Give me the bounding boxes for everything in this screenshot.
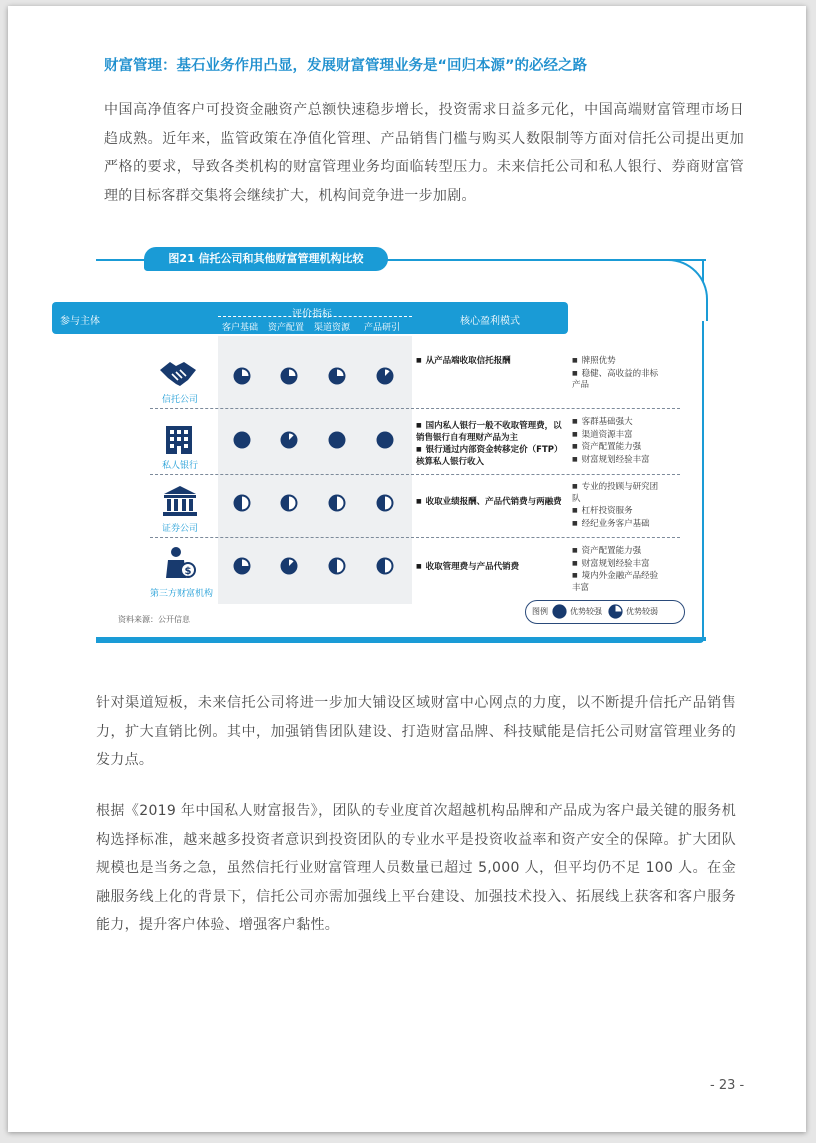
- rating-pie: [233, 557, 251, 575]
- legend-weak: 优势较弱: [626, 607, 658, 616]
- model-private-bank: [416, 420, 568, 468]
- header-metrics: 评价指标: [292, 309, 332, 320]
- row-divider-3: [150, 537, 680, 538]
- advantages-private-bank: [572, 416, 666, 466]
- rating-pie: [328, 557, 346, 575]
- header-sub-1: 客户基础: [222, 323, 259, 333]
- row-divider-1: [150, 408, 680, 409]
- model-securities: [416, 496, 568, 508]
- advantages-trust: [572, 355, 666, 392]
- securities-building-icon: [160, 484, 200, 518]
- header-advantage: 核心竞争壁垒: [580, 316, 640, 327]
- row-label-trust: 信托公司: [162, 395, 199, 405]
- header-sub-4: 产品研引: [364, 323, 401, 333]
- header-model: 核心盈利模式: [460, 316, 520, 327]
- figure-legend: [525, 600, 685, 624]
- paragraph-intro: 中国高净值客户可投资金融资产总额快速稳步增长，投资需求日益多元化，中国高端财富管理市场日趋成熟。近年来，监管政策在净值化管理、产品销售门槛与购买人数限制等方面对信托公司提出更加严格的要求，导致各类机构的财富管理业务均面临转型压力。未来信托公司和私人银行、券商财富管理的目标客群交集将会继续扩大，机构间竞争进一步加剧。: [104, 102, 744, 204]
- row-label-securities: 证券公司: [162, 524, 199, 534]
- advantage-item: ■ 渠道资源丰富: [572, 429, 666, 442]
- rating-pie: [376, 367, 394, 385]
- advantage-item: ■ 稳健、高收益的非标产品: [572, 368, 666, 392]
- model-item: ■ 国内私人银行一般不收取管理费，以销售银行自有理财产品为主: [416, 420, 568, 444]
- svg-text:$: $: [184, 566, 192, 577]
- advantage-item: ■ 资产配置能力强: [572, 545, 666, 558]
- row-divider-2: [150, 474, 680, 475]
- rating-pie: [328, 431, 346, 449]
- legend-strong-icon: [552, 604, 567, 619]
- model-item: ■ 银行通过内部资金转移定价（FTP）核算私人银行收入: [416, 444, 568, 468]
- advantage-item: ■ 经纪业务客户基础: [572, 518, 666, 531]
- model-item: ■ 从产品端收取信托报酬: [416, 355, 566, 367]
- handshake-icon: [158, 356, 198, 390]
- rating-pie: [280, 494, 298, 512]
- advantage-item: ■ 客群基础强大: [572, 416, 666, 429]
- header-sub-2: 资产配置: [268, 323, 305, 333]
- rating-pie: [328, 367, 346, 385]
- advantage-item: ■ 财富规划经验丰富: [572, 454, 666, 467]
- rating-pie: [280, 431, 298, 449]
- paragraph-report: 根据《2019 年中国私人财富报告》，团队的专业度首次超越机构品牌和产品成为客户最关键的服务机构选择标准，越来越多投资者意识到投资团队的专业水平是投资收益率和资产安全的保障。扩大团队规模也是当务之急，虽然信托行业财富管理人员数量已超过 5,000 人，但平均仍不足 100 人。在金融服务线上化的背景下，信托公司亦需加强线上平台建设、加强技术投入、拓展线上获客和客户服务能力，提升客户体验、增强客户黏性。: [96, 803, 736, 933]
- advantage-item: ■ 资产配置能力强: [572, 441, 666, 454]
- row-label-private-bank: 私人银行: [162, 461, 199, 471]
- advantages-securities: [572, 481, 666, 530]
- rating-pie: [233, 367, 251, 385]
- paragraph-channel: 针对渠道短板，未来信托公司将进一步加大铺设区域财富中心网点的力度，以不断提升信托产品销售力，扩大直销比例。其中，加强销售团队建设、打造财富品牌、科技赋能是信托公司财富管理业务的发力点。: [96, 695, 736, 768]
- rating-pie: [280, 367, 298, 385]
- rating-pie: [376, 431, 394, 449]
- header-divider: [218, 316, 412, 317]
- header-sub-3: 渠道资源: [314, 323, 351, 333]
- model-item: ■ 收取管理费与产品代销费: [416, 561, 568, 573]
- section-heading: 财富管理：基石业务作用凸显，发展财富管理业务是“回归本源”的必经之路: [104, 58, 588, 74]
- advantages-third-party: [572, 545, 666, 594]
- advantage-item: ■ 境内外金融产品经验丰富: [572, 570, 666, 594]
- header-entity: 参与主体: [60, 316, 100, 327]
- legend-label: 图例: [532, 607, 548, 616]
- figure-bottom-bar: [96, 637, 706, 641]
- legend-weak-icon: [608, 604, 623, 619]
- rating-pie: [233, 431, 251, 449]
- advantage-item: ■ 牌照优势: [572, 355, 666, 368]
- advisor-person-icon: [160, 546, 200, 580]
- rating-pie: [376, 494, 394, 512]
- model-item: ■ 收取业绩报酬、产品代销费与两融费: [416, 496, 568, 508]
- figure-source: 资料来源：公开信息: [118, 615, 190, 624]
- model-third-party: [416, 561, 568, 573]
- row-label-third-party: 第三方财富机构: [150, 589, 214, 599]
- rating-pie: [376, 557, 394, 575]
- figure-title: 图21 信托公司和其他财富管理机构比较: [144, 247, 388, 271]
- advantage-item: ■ 杠杆投资服务: [572, 505, 666, 518]
- legend-strong: 优势较强: [570, 607, 602, 616]
- advantage-item: ■ 专业的投顾与研究团队: [572, 481, 666, 505]
- rating-pie: [328, 494, 346, 512]
- advantage-item: ■ 财富规划经验丰富: [572, 558, 666, 571]
- table-header: [52, 302, 640, 334]
- page-number: - 23 -: [710, 1078, 745, 1093]
- bank-building-icon: [160, 422, 200, 456]
- model-trust: [416, 355, 566, 367]
- rating-pie: [233, 494, 251, 512]
- rating-pie: [280, 557, 298, 575]
